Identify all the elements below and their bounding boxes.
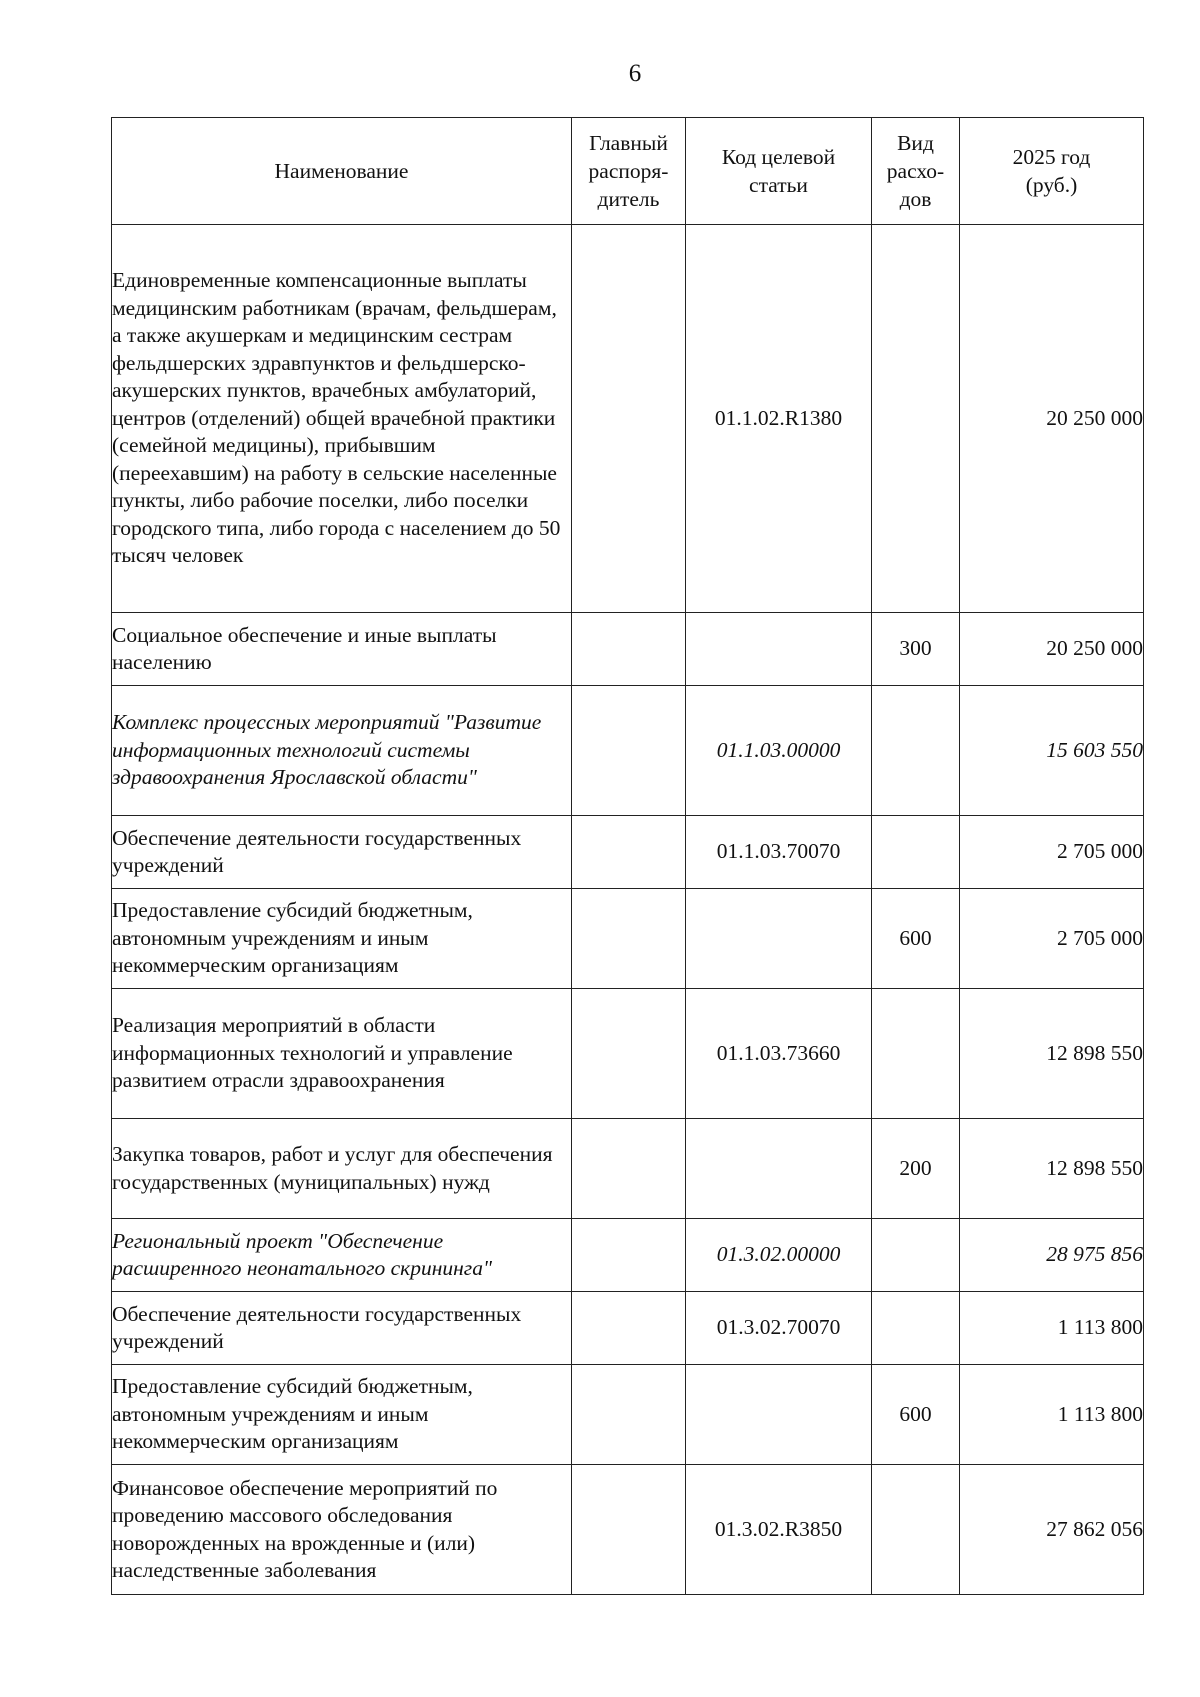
- header-type: Вид расхо- дов: [872, 118, 960, 225]
- manager-cell: [572, 1365, 686, 1465]
- code-cell: 01.3.02.00000: [686, 1219, 872, 1292]
- header-name: Наименование: [112, 118, 572, 225]
- header-code: Код целевой статьи: [686, 118, 872, 225]
- amount-cell: 20 250 000: [960, 225, 1144, 613]
- code-cell: 01.1.03.70070: [686, 816, 872, 889]
- manager-cell: [572, 1465, 686, 1595]
- type-cell: [872, 1465, 960, 1595]
- name-cell: Предоставление субсидий бюджетным, автономным учреждениям и иным некоммерческим организациям: [112, 1365, 572, 1465]
- amount-cell: 20 250 000: [960, 613, 1144, 686]
- page-number: 6: [628, 60, 642, 87]
- name-cell: Единовременные компенсационные выплаты медицинским работникам (врачам, фельдшерам, а также акушеркам и медицинским сестрам фельдшерских здравпунктов и фельдшерско-акушерских пунктов, врачебных амбулаторий, центров (отделений) общей врачебной практики (семейной медицины), прибывшим (переехавшим) на работу в сельские населенные пункты, либо рабочие поселки, либо поселки городского типа, либо города с населением до 50 тысяч человек: [112, 225, 572, 613]
- type-cell: [872, 1292, 960, 1365]
- table-row: [112, 816, 1144, 889]
- type-cell: 300: [872, 613, 960, 686]
- amount-cell: 1 113 800: [960, 1292, 1144, 1365]
- table-row: [112, 1219, 1144, 1292]
- code-cell: [686, 613, 872, 686]
- name-cell: Комплекс процессных мероприятий "Развитие информационных технологий системы здравоохранения Ярославской области": [112, 686, 572, 816]
- table-body: [112, 225, 1144, 1595]
- table-row: [112, 1119, 1144, 1219]
- name-cell: Закупка товаров, работ и услуг для обеспечения государственных (муниципальных) нужд: [112, 1119, 572, 1219]
- table-row: [112, 1292, 1144, 1365]
- table-row: [112, 613, 1144, 686]
- amount-cell: 28 975 856: [960, 1219, 1144, 1292]
- type-cell: [872, 816, 960, 889]
- table-row: [112, 1365, 1144, 1465]
- code-cell: 01.1.02.R1380: [686, 225, 872, 613]
- manager-cell: [572, 613, 686, 686]
- name-cell: Обеспечение деятельности государственных учреждений: [112, 816, 572, 889]
- code-cell: [686, 889, 872, 989]
- name-cell: Финансовое обеспечение мероприятий по проведению массового обследования новорожденных на врожденные и (или) наследственные заболевания: [112, 1465, 572, 1595]
- header-manager: Главный распоря- дитель: [572, 118, 686, 225]
- type-cell: [872, 989, 960, 1119]
- amount-cell: 12 898 550: [960, 1119, 1144, 1219]
- manager-cell: [572, 225, 686, 613]
- manager-cell: [572, 1119, 686, 1219]
- type-cell: 200: [872, 1119, 960, 1219]
- code-cell: 01.3.02.70070: [686, 1292, 872, 1365]
- type-cell: 600: [872, 889, 960, 989]
- manager-cell: [572, 889, 686, 989]
- table-row: [112, 686, 1144, 816]
- table-row: [112, 225, 1144, 613]
- code-cell: 01.1.03.00000: [686, 686, 872, 816]
- header-row: [112, 118, 1144, 225]
- name-cell: Обеспечение деятельности государственных учреждений: [112, 1292, 572, 1365]
- code-cell: 01.1.03.73660: [686, 989, 872, 1119]
- manager-cell: [572, 686, 686, 816]
- amount-cell: 2 705 000: [960, 889, 1144, 989]
- name-cell: Реализация мероприятий в области информационных технологий и управление развитием отрасли здравоохранения: [112, 989, 572, 1119]
- type-cell: 600: [872, 1365, 960, 1465]
- amount-cell: 12 898 550: [960, 989, 1144, 1119]
- table-row: [112, 889, 1144, 989]
- manager-cell: [572, 1292, 686, 1365]
- table-row: [112, 989, 1144, 1119]
- manager-cell: [572, 989, 686, 1119]
- amount-cell: 27 862 056: [960, 1465, 1144, 1595]
- amount-cell: 1 113 800: [960, 1365, 1144, 1465]
- budget-table: [111, 117, 1144, 1595]
- code-cell: [686, 1119, 872, 1219]
- table-row: [112, 1465, 1144, 1595]
- header-amount: 2025 год (руб.): [960, 118, 1144, 225]
- amount-cell: 2 705 000: [960, 816, 1144, 889]
- manager-cell: [572, 816, 686, 889]
- code-cell: 01.3.02.R3850: [686, 1465, 872, 1595]
- name-cell: Социальное обеспечение и иные выплаты населению: [112, 613, 572, 686]
- manager-cell: [572, 1219, 686, 1292]
- name-cell: Предоставление субсидий бюджетным, автономным учреждениям и иным некоммерческим организациям: [112, 889, 572, 989]
- type-cell: [872, 686, 960, 816]
- type-cell: [872, 1219, 960, 1292]
- code-cell: [686, 1365, 872, 1465]
- name-cell: Региональный проект "Обеспечение расширенного неонатального скрининга": [112, 1219, 572, 1292]
- amount-cell: 15 603 550: [960, 686, 1144, 816]
- type-cell: [872, 225, 960, 613]
